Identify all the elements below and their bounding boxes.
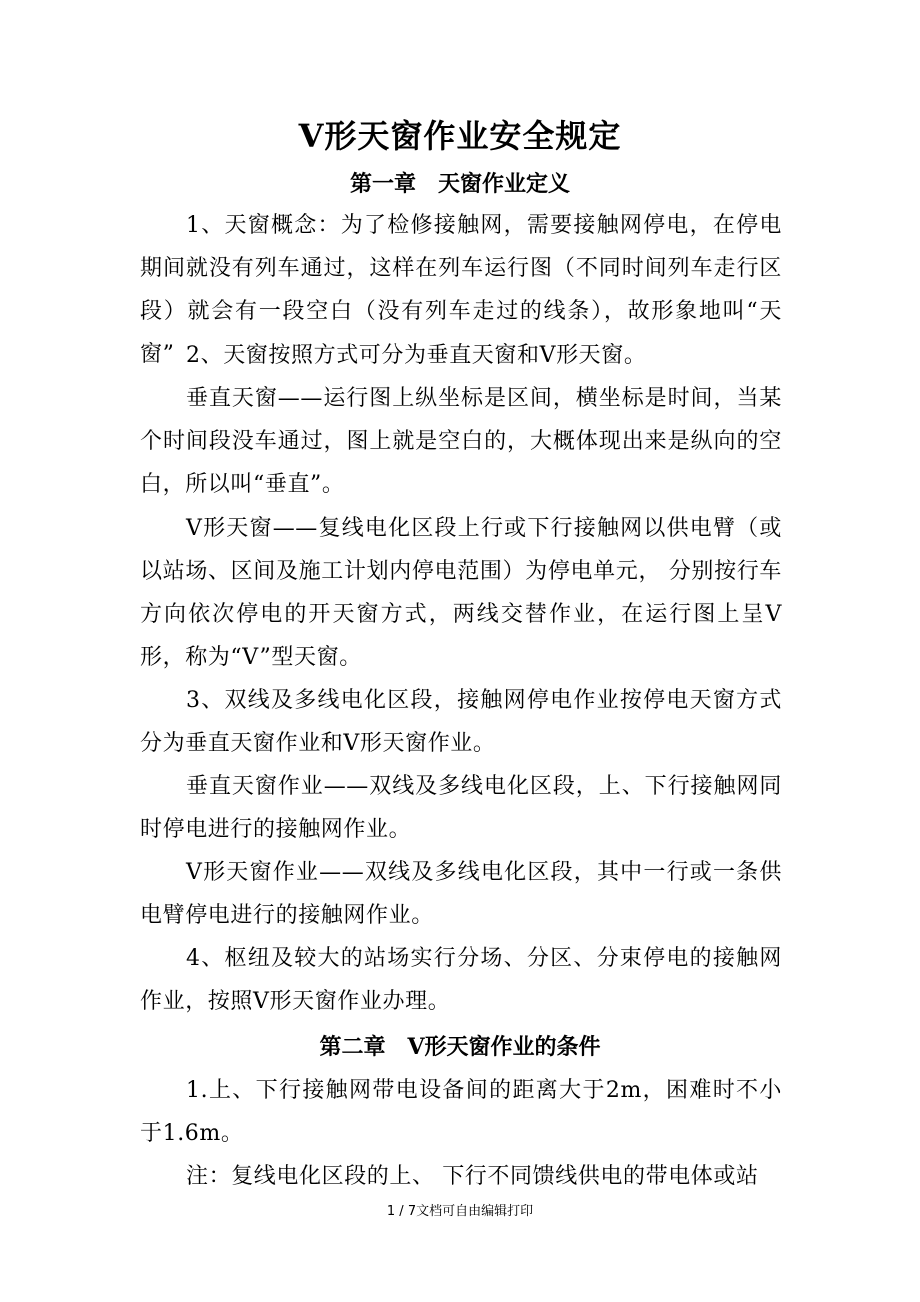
document-title: V形天窗作业安全规定 [298, 117, 622, 155]
paragraph-double-line: 3、双线及多线电化区段，接触网停电作业按停电天窗方式分为垂直天窗作业和V形天窗作业。 [140, 688, 782, 756]
paragraph-v-window-work: V形天窗作业——双线及多线电化区段，其中一行或一条供电臂停电进行的接触网作业。 [140, 860, 782, 928]
paragraph-hub-station: 4、枢纽及较大的站场实行分场、分区、分束停电的接触网作业，按照V形天窗作业办理。 [140, 946, 782, 1014]
paragraph-vertical-window: 垂直天窗——运行图上纵坐标是区间，横坐标是时间，当某个时间段没车通过，图上就是空白的，大概体现出来是纵向的空白，所以叫“垂直”。 [140, 386, 782, 497]
chapter-1-heading: 第一章 天窗作业定义 [349, 171, 570, 197]
paragraph-window-concept: 1、天窗概念：为了检修接触网，需要接触网停电，在停电期间就没有列车通过，这样在列车运行图（不同时间列车走行区段）就会有一段空白（没有列车走过的线条），故形象地叫“天窗” [140, 213, 782, 367]
paragraph-window-types: 2、天窗按照方式可分为垂直天窗和V形天窗。 [186, 343, 647, 368]
page-footer: 1 / 7文档可自由编辑打印 [386, 1204, 534, 1219]
paragraph-v-window: V形天窗——复线电化区段上行或下行接触网以供电臂（或以站场、区间及施工计划内停电范围）为停电单元， 分别按行车方向依次停电的开天窗方式，两线交替作业，在运行图上呈V形，称为“V”型天窗。 [140, 516, 782, 670]
paragraph-vertical-window-work: 垂直天窗作业——双线及多线电化区段，上、下行接触网同时停电进行的接触网作业。 [140, 774, 782, 842]
chapter-2-heading: 第二章 V形天窗作业的条件 [319, 1034, 601, 1060]
paragraph-note: 注：复线电化区段的上、 下行不同馈线供电的带电体或站 [186, 1164, 759, 1189]
paragraph-distance-condition: 1.上、下行接触网带电设备间的距离大于2m，困难时不小于1.6m。 [140, 1078, 782, 1146]
